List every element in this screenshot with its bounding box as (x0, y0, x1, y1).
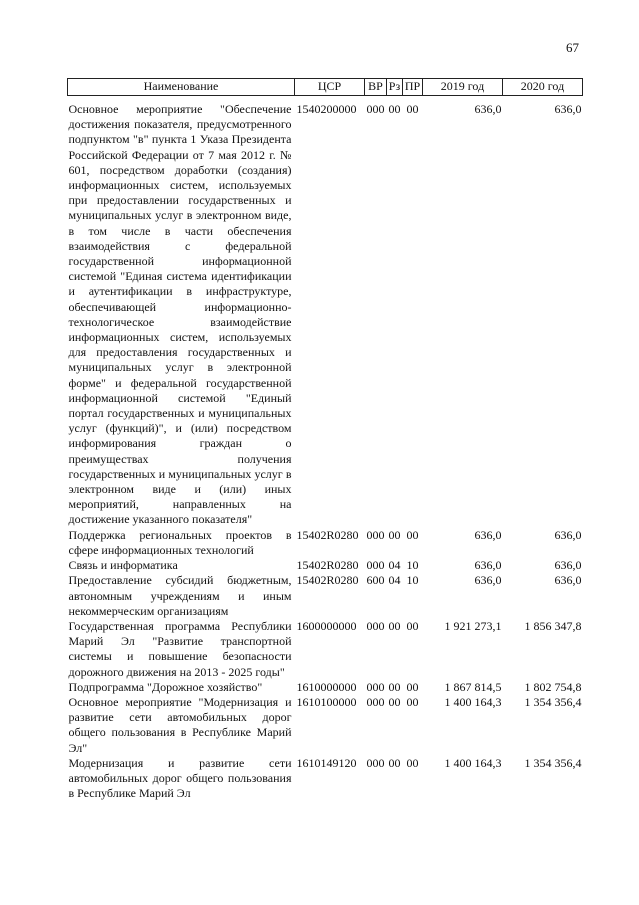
row-2019: 1 867 814,5 (444, 679, 502, 694)
row-rz: 00 (388, 102, 401, 116)
row-name: Основное мероприятие "Обеспечение достижения показателя, предусмотренного подпунктом "в" пункта 1 Указа Президента Российской Федерации от 7 мая 2012 г. № 601, посредством доработки (создания) информационных систем, используемых при предоставлении государственных и муниципальных услуг в электронном виде, в том числе в части обеспечения взаимодействия с федеральной государственной информационной системой "Единая система идентификации и аутентификации в инфраструктуре, обеспечивающей информационно-технологическое взаимодействие информационных систем, используемых для предоставления государственных и муниципальных услуг в электронной форме" и федеральной государственной информационной системой "Единый портал государственных и муниципальных услуг (функций)", и (или) посредством информирования граждан о преимуществах получения государственных и муниципальных услуг в электронном виде и (или) иных мероприятий, направленных на достижение указанного показателя" (68, 102, 292, 527)
row-2019: 636,0 (474, 558, 502, 573)
row-vr: 000 (366, 527, 385, 542)
row-csr: 15402R0280 (296, 558, 359, 573)
table-header-row (68, 79, 583, 96)
header-2019: 2019 год (423, 79, 503, 96)
budget-table (67, 78, 583, 801)
row-rz: 00 (388, 618, 401, 633)
row-vr: 000 (366, 679, 385, 694)
row-rz: 04 (388, 573, 401, 588)
table-row (68, 102, 583, 528)
row-2020: 636,0 (554, 102, 582, 116)
row-2020: 636,0 (554, 527, 582, 542)
row-2019: 636,0 (474, 527, 502, 542)
header-name: Наименование (68, 79, 295, 96)
row-csr: 1610100000 (296, 694, 357, 709)
row-name: Связь и информатика (68, 558, 178, 573)
row-2019: 1 921 273,1 (444, 618, 502, 633)
row-2020: 636,0 (554, 573, 582, 588)
row-rz: 00 (388, 755, 401, 770)
row-2019: 636,0 (474, 102, 502, 116)
page-number: 67 (566, 40, 579, 55)
row-2019: 1 400 164,3 (444, 694, 502, 709)
row-csr: 1610000000 (296, 679, 357, 694)
row-rz: 04 (388, 558, 401, 573)
row-pr: 00 (406, 694, 419, 709)
table-row (68, 558, 583, 573)
header-csr: ЦСР (295, 79, 365, 96)
table-row (68, 756, 583, 802)
row-vr: 000 (366, 755, 385, 770)
row-vr: 600 (366, 573, 385, 588)
row-pr: 00 (406, 679, 419, 694)
row-2020: 1 354 356,4 (524, 694, 582, 709)
row-pr: 10 (406, 573, 419, 588)
row-pr: 00 (406, 755, 419, 770)
row-rz: 00 (388, 679, 401, 694)
row-rz: 00 (388, 527, 401, 542)
row-vr: 000 (366, 618, 385, 633)
table-row (68, 695, 583, 756)
row-pr: 10 (406, 558, 419, 573)
header-vr: ВР (365, 79, 387, 96)
row-csr: 15402R0280 (296, 573, 359, 588)
row-2020: 1 354 356,4 (524, 755, 582, 770)
row-pr: 00 (406, 618, 419, 633)
row-rz: 00 (388, 694, 401, 709)
header-pr: ПР (403, 79, 423, 96)
row-csr: 1610149120 (296, 755, 357, 770)
table-row (68, 619, 583, 680)
row-2020: 1 856 347,8 (524, 618, 582, 633)
row-2020: 636,0 (554, 558, 582, 573)
row-name: Государственная программа Республики Марий Эл "Развитие транспортной системы и повышение безопасности дорожного движения на 2013 - 2025 годы" (68, 618, 292, 679)
row-2020: 1 802 754,8 (524, 679, 582, 694)
row-csr: 1540200000 (296, 102, 357, 116)
row-vr: 000 (366, 102, 385, 116)
row-vr: 000 (366, 558, 385, 573)
row-name: Основное мероприятие "Модернизация и развитие сети автомобильных дорог общего пользования в Республике Марий Эл" (68, 694, 292, 755)
row-pr: 00 (406, 527, 419, 542)
table-row (68, 573, 583, 619)
row-pr: 00 (406, 102, 419, 116)
table-row (68, 680, 583, 695)
row-name: Предоставление субсидий бюджетным, автономным учреждениям и иным некоммерческим организациям (68, 573, 292, 618)
row-csr: 15402R0280 (296, 527, 359, 542)
header-2020: 2020 год (503, 79, 583, 96)
row-csr: 1600000000 (296, 618, 357, 633)
row-name: Модернизация и развитие сети автомобильных дорог общего пользования в Республике Марий Эл (68, 755, 292, 801)
row-2019: 636,0 (474, 573, 502, 588)
header-rz: Рз (387, 79, 403, 96)
table-row (68, 528, 583, 558)
row-vr: 000 (366, 694, 385, 709)
row-2019: 1 400 164,3 (444, 755, 502, 770)
row-name: Подпрограмма "Дорожное хозяйство" (68, 679, 263, 694)
row-name: Поддержка региональных проектов в сфере информационных технологий (68, 527, 292, 557)
